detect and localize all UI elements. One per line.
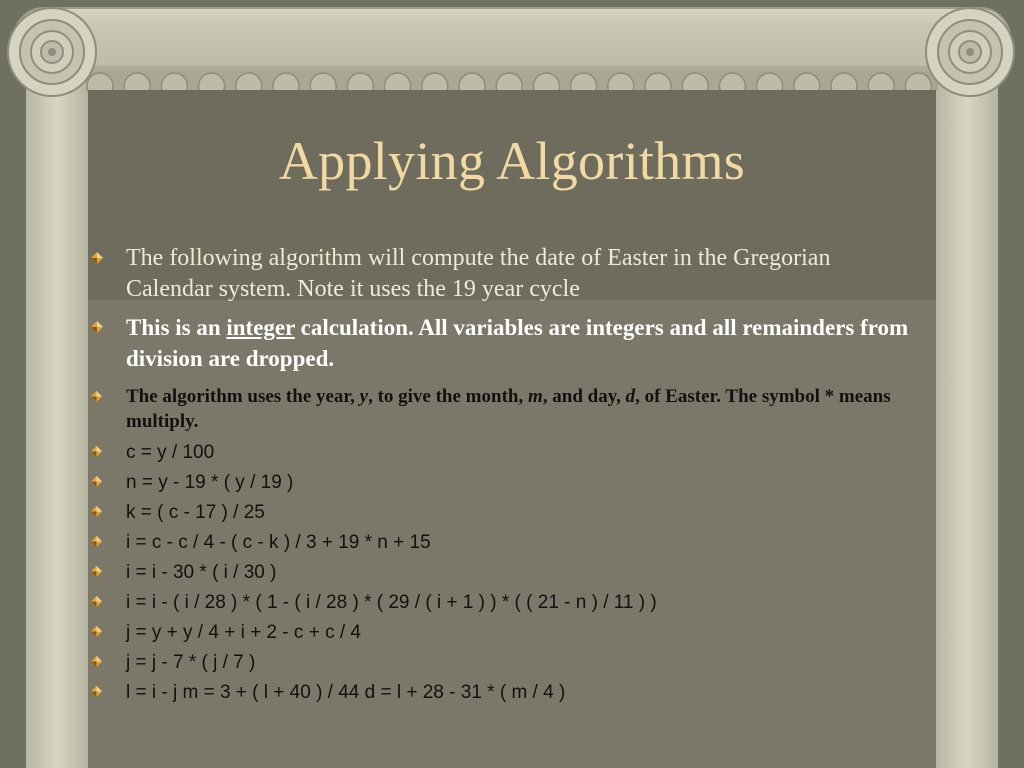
bullet-icon: [90, 535, 103, 548]
text-run: , of Easter. The symbol * means multiply.: [126, 386, 891, 432]
text-run: , to give the month,: [368, 386, 528, 407]
bullet-item: [90, 312, 910, 374]
bullet-icon: [90, 505, 103, 518]
bullet-icon: [90, 390, 103, 403]
code-text: j = j - 7 * ( j / 7 ): [126, 652, 256, 673]
code-text: i = i - ( i / 28 ) * ( 1 - ( i / 28 ) * ( 29 / ( i + 1 ) ) * ( ( 21 - n ) / 11 ) ): [126, 592, 657, 613]
bullet-icon: [90, 320, 104, 334]
bullet-icon: [90, 251, 104, 265]
right-scroll-icon: [926, 8, 1014, 96]
code-text: i = i - 30 * ( i / 30 ): [126, 562, 277, 583]
text-run: This is an: [126, 315, 227, 340]
code-line: [90, 472, 910, 494]
bullet-icon: [90, 565, 103, 578]
code-line: [90, 502, 910, 524]
variable-d: d: [625, 386, 636, 407]
code-text: k = ( c - 17 ) / 25: [126, 502, 265, 523]
variable-m: m: [527, 386, 543, 407]
code-line: [90, 682, 910, 704]
code-line: [90, 532, 910, 554]
bullet-icon: [90, 655, 103, 668]
bullet-item: [90, 384, 910, 434]
code-line: [90, 442, 910, 464]
bullet-icon: [90, 445, 103, 458]
left-scroll-icon: [8, 8, 96, 96]
text-run: The algorithm uses the year,: [126, 386, 360, 407]
variable-y: y: [359, 386, 369, 407]
code-line: [90, 592, 910, 614]
bullet-item: [90, 243, 910, 305]
code-line: [90, 562, 910, 584]
code-text: j = y + y / 4 + i + 2 - c + c / 4: [126, 622, 361, 643]
slide-content: [90, 243, 910, 712]
bullet-text: The following algorithm will compute the date of Easter in the Gregorian Calendar system. Note it uses the 19 year cycle: [126, 245, 831, 302]
bullet-icon: [90, 685, 103, 698]
code-list: [90, 442, 910, 704]
code-text: l = i - j m = 3 + ( l + 40 ) / 44 d = l + 28 - 31 * ( m / 4 ): [126, 682, 566, 703]
bullet-icon: [90, 475, 103, 488]
slide-title: Applying Algorithms: [278, 131, 746, 191]
bullet-text: [126, 386, 891, 432]
underlined-term: integer: [226, 315, 295, 340]
text-run: calculation. All variables are integers and all remainders from division are dropped.: [126, 315, 909, 371]
code-text: n = y - 19 * ( y / 19 ): [126, 472, 294, 493]
code-line: [90, 652, 910, 674]
bullet-icon: [90, 625, 103, 638]
text-run: , and day,: [542, 386, 626, 407]
bullet-text: [126, 315, 908, 371]
code-text: i = c - c / 4 - ( c - k ) / 3 + 19 * n + 15: [126, 532, 431, 553]
bullet-icon: [90, 595, 103, 608]
code-text: c = y / 100: [126, 442, 215, 463]
code-line: [90, 622, 910, 644]
